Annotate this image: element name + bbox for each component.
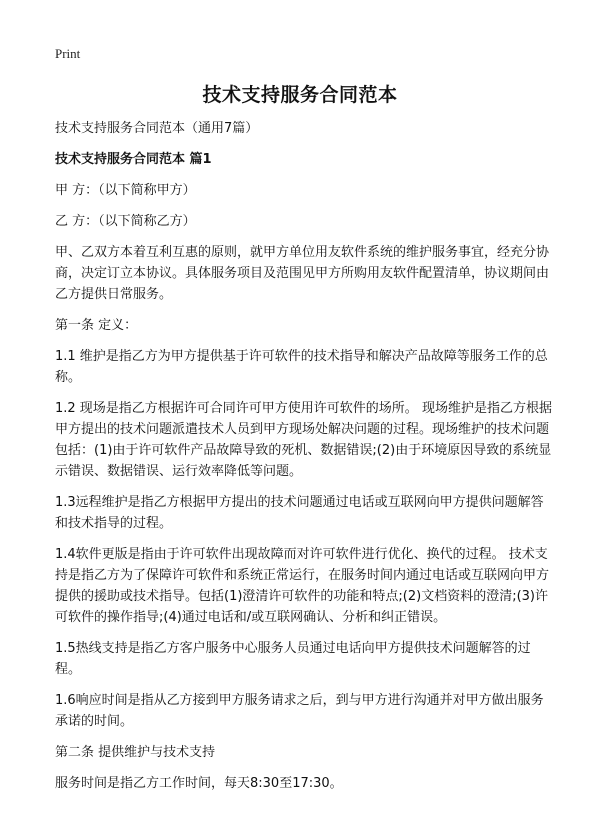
clause-paragraph: 服务时间是指乙方工作时间，每天8:30至17:30。 bbox=[55, 776, 343, 791]
subtitle: 技术支持服务合同范本（通用7篇） bbox=[55, 121, 259, 136]
article-heading: 第一条 定义： bbox=[55, 318, 138, 333]
party-b-line: 乙 方：（以下简称乙方） bbox=[55, 214, 196, 229]
article-heading: 第二条 提供维护与技术支持 bbox=[55, 745, 216, 760]
clause-paragraph: 1.3远程维护是指乙方根据甲方提出的技术问题通过电话或互联网向甲方提供问题解答和技术指导的过程。 bbox=[55, 495, 544, 531]
document-body bbox=[55, 118, 552, 794]
clause-paragraph: 1.2 现场是指乙方根据许可合同许可甲方使用许可软件的场所。 现场维护是指乙方根据甲方提出的技术问题派遣技术人员到甲方现场处解决问题的过程。现场维护的技术问题包括：(1)由于许可软件产品故障导致的死机、数据错误;(2)由于环境原因导致的系统显示错误、数据错误、运行效率降低等问题。 bbox=[55, 401, 552, 479]
page-title: 技术支持服务合同范本 bbox=[202, 84, 398, 106]
clause-paragraph: 1.1 维护是指乙方为甲方提供基于许可软件的技术指导和解决产品故障等服务工作的总称。 bbox=[55, 349, 548, 385]
clause-paragraph: 1.5热线支持是指乙方客户服务中心服务人员通过电话向甲方提供技术问题解答的过程。 bbox=[55, 641, 531, 677]
section-heading: 技术支持服务合同范本 篇1 bbox=[55, 152, 212, 167]
clause-paragraph: 1.6响应时间是指从乙方接到甲方服务请求之后，到与甲方进行沟通并对甲方做出服务承诺的时间。 bbox=[55, 693, 544, 729]
clause-paragraph: 1.4软件更版是指由于许可软件出现故障而对许可软件进行优化、换代的过程。 技术支持是指乙方为了保障许可软件和系统正常运行，在服务时间内通过电话或互联网向甲方提供的援助或技术指导。包括(1)澄清许可软件的功能和特点;(2)文档资料的澄清;(3)许可软件的操作指导;(4)通过电话和/或互联网确认、分析和纠正错误。 bbox=[55, 547, 550, 625]
print-label: Print bbox=[55, 46, 81, 61]
party-a-line: 甲 方：（以下简称甲方） bbox=[55, 183, 196, 198]
intro-paragraph: 甲、乙双方本着互利互惠的原则，就甲方单位用友软件系统的维护服务事宜，经充分协商，决定订立本协议。具体服务项目及范围见甲方所购用友软件配置清单，协议期间由乙方提供日常服务。 bbox=[55, 245, 550, 302]
